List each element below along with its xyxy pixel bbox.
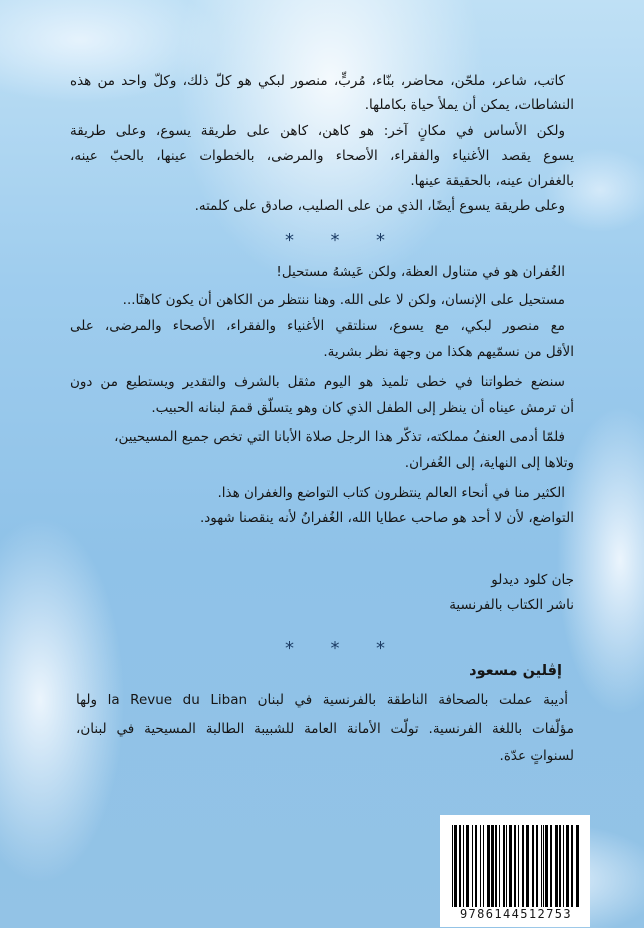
intro-line: النشاطات، يمكن أن يملأ حياة بكاملها. — [364, 97, 574, 113]
preface-line: سنضع خطواتنا في خطى تلميذ هو اليوم مثقل بالشرف والتقدير ويستطيع من دون — [70, 374, 565, 390]
preface-line: الغُفران هو في متناول العظة، ولكن عَيشهُ مستحيل! — [276, 264, 565, 280]
isbn-barcode — [440, 815, 590, 927]
barcode-bar — [487, 825, 490, 907]
preface-line: مستحيل على الإنسان، ولكن لا على الله. وهنا ننتظر من الكاهن أن يكون كاهنًا... — [122, 292, 565, 308]
intro-line: ولكن الأساس في مكانٍ آخر: هو كاهن، كاهن على طريقة يسوع، وعلى طريقة — [70, 123, 565, 139]
preface-line: مع منصور لبكي، مع يسوع، سنلتقي الأغنياء والفقراء، الأصحاء والمرضى، على — [70, 318, 565, 334]
barcode-bar — [463, 825, 464, 907]
intro-line: بالغفران عينه، بالحقيقة عينها. — [410, 173, 574, 189]
author-name: إڤلين مسعود — [469, 663, 562, 679]
section-separator: * * * — [285, 638, 385, 659]
preface-line: الأقل من نسمّيهم هكذا من وجهة نظر بشرية. — [323, 344, 574, 360]
barcode-bar — [503, 825, 505, 907]
barcode-bar — [522, 825, 524, 907]
barcode-bar — [495, 825, 497, 907]
intro-line: وعلى طريقة يسوع أيضًا، الذي من على الصليب، صادق على كلمته. — [194, 198, 565, 214]
barcode-bar — [452, 825, 453, 907]
barcode-bar — [514, 825, 516, 907]
barcode-bar — [563, 825, 564, 907]
barcode-bar — [545, 825, 548, 907]
barcode-bar — [543, 825, 544, 907]
barcode-bar — [499, 825, 500, 907]
preface-line: أن ترمش عيناه أن ينظر إلى الطفل الذي كان وهو يتسلّق قممَ لبنانه الحبيب. — [151, 400, 574, 416]
section-separator: * * * — [285, 230, 385, 251]
barcode-bar — [472, 825, 473, 907]
barcode-bar — [491, 825, 494, 907]
preface-line: الكثير منا في أنحاء العالم ينتظرون كتاب التواضع والغفران هذا. — [217, 485, 565, 501]
barcode-bar — [454, 825, 457, 907]
barcode-bar — [518, 825, 519, 907]
barcode-bar — [459, 825, 461, 907]
author-bio-line: مؤلّفات باللغة الفرنسية. تولّت الأمانة العامة للشبيبة الطالبة المسيحية في لبنان، — [76, 721, 574, 737]
isbn-number: 9786144512753 — [459, 907, 573, 921]
barcode-bar — [566, 825, 569, 907]
preface-line: التواضع، لأن لا أحد هو صاحب عطايا الله، الغُفرانُ لأنه ينقصنا شهود. — [199, 510, 574, 526]
barcode-bars — [452, 825, 580, 907]
intro-line: كاتب، شاعر، ملحّن، محاضر، بنّاء، مُربٍّ، منصور لبكي هو كلّ ذلك، وكلّ واحد من هذه — [70, 73, 565, 89]
barcode-bar — [509, 825, 512, 907]
author-bio-line: أديبة عملت بالصحافة الناطقة بالفرنسية في لبنان la Revue du Liban ولها — [76, 692, 568, 708]
signature-name: جان كلود ديدلو — [491, 572, 574, 588]
signature-role: ناشر الكتاب بالفرنسية — [449, 597, 574, 613]
barcode-bar — [526, 825, 529, 907]
barcode-bar — [550, 825, 552, 907]
barcode-bar — [532, 825, 534, 907]
author-bio-line: لسنواتٍ عدّة. — [499, 748, 574, 764]
preface-line: فلمّا أدمى العنفُ مملكته، تذكّر هذا الرجل صلاة الأبانا التي تخص جميع المسيحيين، — [114, 429, 565, 445]
intro-line: يسوع يقصد الأغنياء والفقراء، الأصحاء والمرضى، بالخطوات عينها، بالحبّ عينه، — [70, 148, 574, 164]
barcode-bar — [506, 825, 507, 907]
barcode-bar — [555, 825, 558, 907]
barcode-bar — [536, 825, 538, 907]
preface-line: وتلاها إلى النهاية، إلى الغُفران. — [404, 455, 574, 471]
barcode-bar — [559, 825, 561, 907]
barcode-bar — [480, 825, 481, 907]
barcode-bar — [571, 825, 573, 907]
barcode-bar — [483, 825, 484, 907]
barcode-bar — [541, 825, 542, 907]
barcode-bar — [475, 825, 477, 907]
barcode-bar — [576, 825, 579, 907]
barcode-bar — [466, 825, 469, 907]
